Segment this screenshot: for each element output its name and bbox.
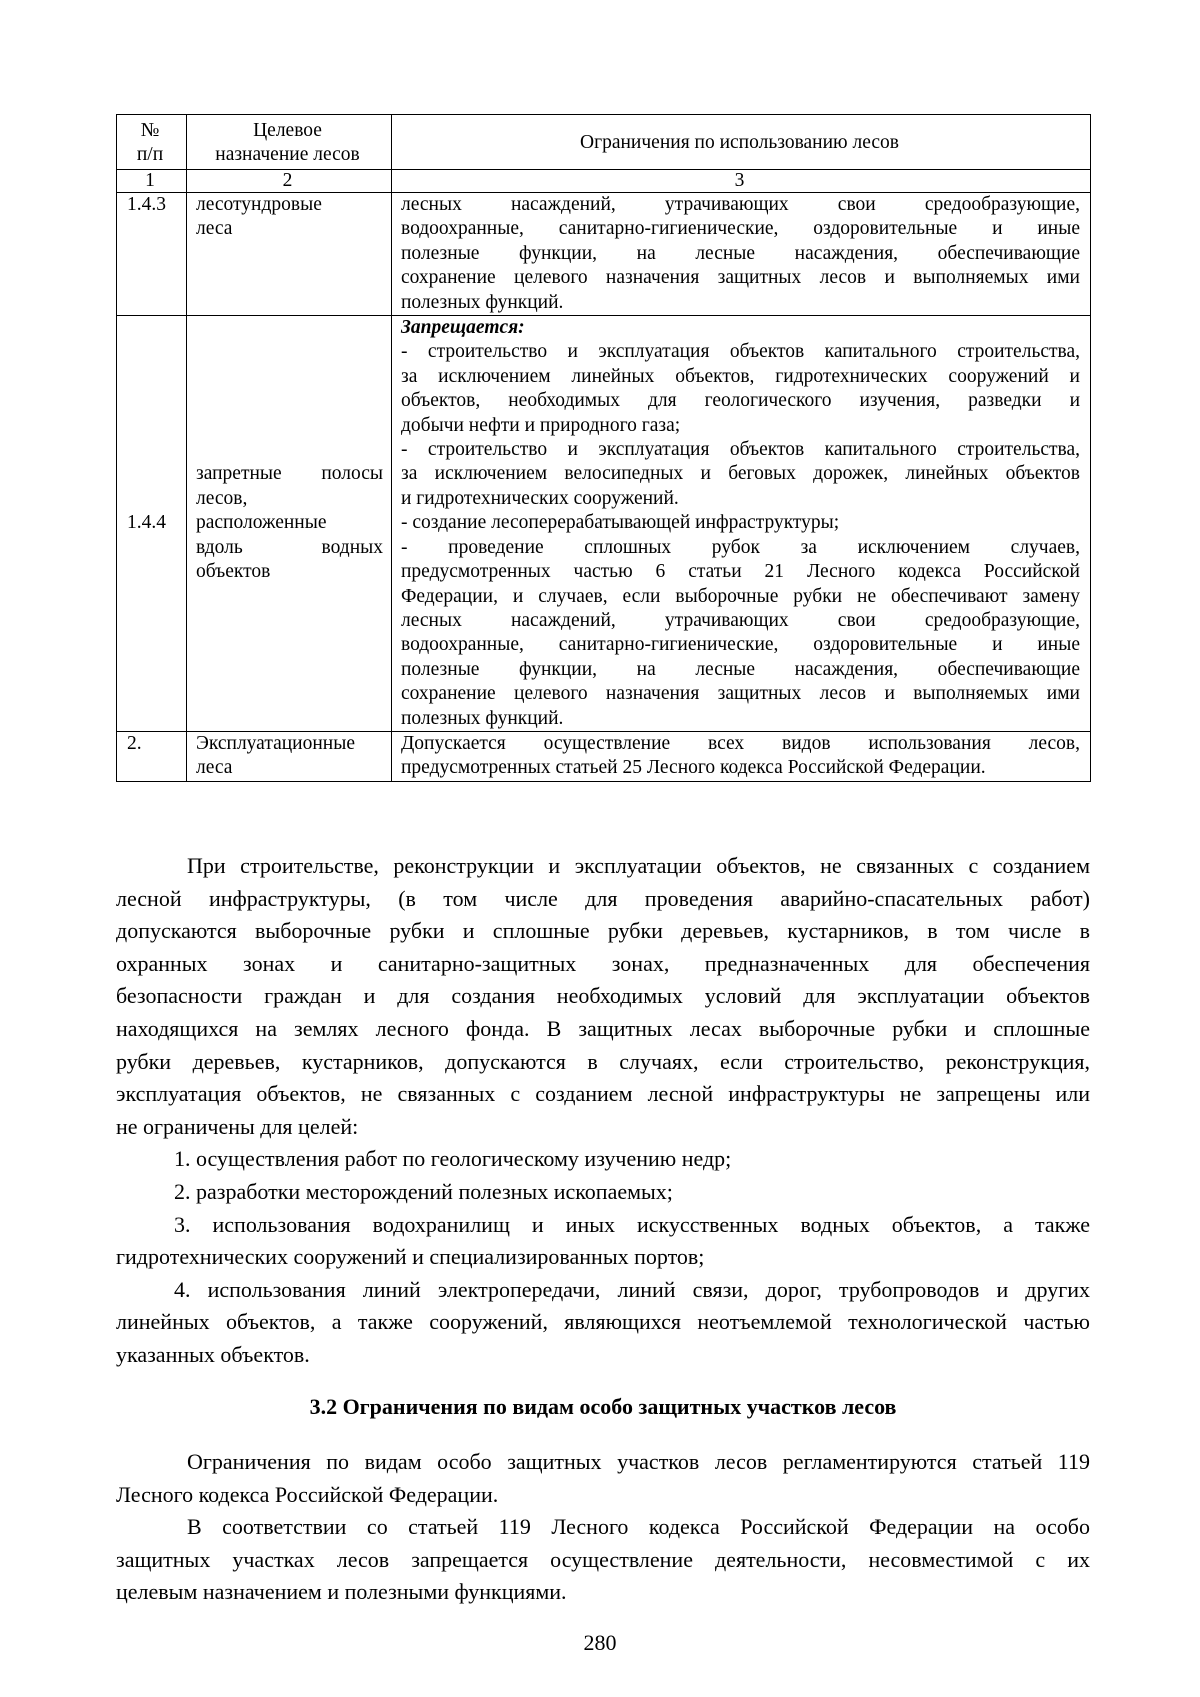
row-restrictions — [392, 731, 1091, 781]
restriction-line: полезных функций. — [401, 707, 564, 729]
list-item-continuation: указанных объектов. — [116, 1341, 310, 1367]
table-row — [117, 731, 1091, 781]
text-line: При строительстве, реконструкции и эксплуатации объектов, не связанных с созданием — [187, 853, 1090, 878]
text-line: защитных участках лесов запрещается осуществление деятельности, несовместимой с их — [116, 1546, 1090, 1572]
restriction-line: за исключением линейных объектов, гидротехнических сооружений и — [401, 365, 1080, 387]
restriction-line: предусмотренных частью 6 статьи 21 Лесного кодекса Российской — [401, 561, 1080, 583]
row-number: 2. — [117, 731, 187, 781]
restriction-line: и гидротехнических сооружений. — [401, 487, 679, 509]
restriction-line: добычи нефти и природного газа; — [401, 414, 681, 436]
list-item: 4. использования линий электропередачи, линий связи, дорог, трубопроводов и других — [174, 1276, 1090, 1302]
row-purpose — [187, 193, 392, 316]
text-line: лесной инфраструктуры, (в том числе для проведения аварийно-спасательных работ) — [116, 885, 1090, 911]
column-number: 2 — [187, 170, 392, 193]
restriction-line: водоохранные, санитарно-гигиенические, оздоровительные и иные — [401, 634, 1080, 656]
row-purpose — [187, 316, 392, 732]
column-number: 1 — [117, 170, 187, 193]
header-purpose — [187, 115, 392, 170]
purpose-line: Эксплуатационные — [196, 732, 355, 754]
text-line: целевым назначением и полезными функциями. — [116, 1579, 567, 1605]
paragraph — [116, 1511, 1090, 1609]
restriction-line: полезных функций. — [401, 291, 564, 313]
row-number: 1.4.3 — [117, 193, 187, 316]
text-line: находящихся на землях лесного фонда. В защитных лесах выборочные рубки и сплошные — [116, 1015, 1090, 1041]
restriction-line: предусмотренных статьей 25 Лесного кодекса Российской Федерации. — [401, 757, 986, 779]
purpose-line: лесотундровые — [196, 194, 322, 215]
list — [116, 1143, 1090, 1371]
column-number-row — [117, 170, 1091, 193]
restriction-line: лесных насаждений, утрачивающих свои средообразующие, — [401, 609, 1080, 631]
purpose-line: расположенные — [196, 512, 327, 534]
header-number-sign: № — [140, 119, 160, 141]
list-item-continuation: линейных объектов, а также сооружений, являющихся неотъемлемой технологической частью — [116, 1309, 1090, 1335]
restriction-line: - создание лесоперерабатывающей инфраструктуры; — [401, 512, 840, 534]
text-line: не ограничены для целей: — [116, 1113, 359, 1139]
text-line: рубки деревьев, кустарников, допускаются в случаях, если строительство, реконструкция, — [116, 1048, 1090, 1074]
header-purpose-line1: Целевое — [253, 119, 322, 141]
row-number: 1.4.4 — [117, 316, 187, 732]
table-header-row — [117, 115, 1091, 170]
text-line: допускаются выборочные рубки и сплошные рубки деревьев, кустарников, в том числе в — [116, 918, 1090, 944]
list-item: 2. разработки месторождений полезных ископаемых; — [174, 1178, 673, 1204]
text-line: Лесного кодекса Российской Федерации. — [116, 1481, 499, 1507]
row-restrictions — [392, 316, 1091, 732]
section-heading: 3.2 Ограничения по видам особо защитных участков лесов — [309, 1394, 897, 1419]
text-line: Ограничения по видам особо защитных участков лесов регламентируются статьей 119 — [187, 1449, 1090, 1474]
restriction-line: сохранение целевого назначения защитных лесов и выполняемых ими — [401, 267, 1080, 289]
paragraph — [116, 1446, 1090, 1511]
text-line: безопасности граждан и для создания необходимых условий для эксплуатации объектов — [116, 983, 1090, 1009]
restriction-line: сохранение целевого назначения защитных лесов и выполняемых ими — [401, 683, 1080, 705]
paragraph — [116, 850, 1090, 1143]
restriction-line: полезные функции, на лесные насаждения, обеспечивающие — [401, 658, 1080, 680]
table-row — [117, 193, 1091, 316]
row-purpose — [187, 731, 392, 781]
list-item-continuation: гидротехнических сооружений и специализированных портов; — [116, 1244, 705, 1270]
table-row — [117, 316, 1091, 732]
restriction-line: лесных насаждений, утрачивающих свои средообразующие, — [401, 194, 1080, 215]
purpose-line: леса — [196, 218, 233, 240]
body-section — [116, 1446, 1090, 1609]
list-item: 3. использования водохранилищ и иных искусственных водных объектов, а также — [174, 1211, 1090, 1237]
header-restrictions: Ограничения по использованию лесов — [392, 115, 1091, 170]
row-restrictions — [392, 193, 1091, 316]
text-line: эксплуатация объектов, не связанных с созданием лесной инфраструктуры не запрещены или — [116, 1081, 1090, 1107]
purpose-line: вдоль водных — [196, 536, 383, 558]
page-number: 280 — [583, 1630, 617, 1655]
restriction-line: - строительство и эксплуатация объектов капитального строительства, — [401, 341, 1080, 363]
text-line: В соответствии со статьей 119 Лесного кодекса Российской Федерации на особо — [187, 1514, 1090, 1540]
restriction-line: Федерации, и случаев, если выборочные рубки не обеспечивают замену — [401, 585, 1080, 607]
column-number: 3 — [392, 170, 1091, 193]
text-line: охранных зонах и санитарно-защитных зонах, предназначенных для обеспечения — [116, 950, 1090, 976]
purpose-line: лесов, — [196, 487, 248, 509]
restriction-line: - строительство и эксплуатация объектов капитального строительства, — [401, 439, 1080, 461]
purpose-line: объектов — [196, 561, 271, 583]
restriction-line: полезные функции, на лесные насаждения, обеспечивающие — [401, 242, 1080, 264]
purpose-line: запретные полосы — [196, 463, 383, 485]
restriction-line: Допускается осуществление всех видов использования лесов, — [401, 732, 1080, 754]
header-number — [117, 115, 187, 170]
header-number-abbr: п/п — [136, 144, 164, 165]
restriction-line: водоохранные, санитарно-гигиенические, оздоровительные и иные — [401, 218, 1080, 240]
restriction-line: за исключением велосипедных и беговых дорожек, линейных объектов — [401, 463, 1080, 485]
list-item: 1. осуществления работ по геологическому изучению недр; — [174, 1146, 732, 1172]
restriction-line: - проведение сплошных рубок за исключением случаев, — [401, 536, 1080, 558]
restriction-line: объектов, необходимых для геологического изучения, разведки и — [401, 390, 1080, 412]
body-section — [116, 850, 1090, 1372]
purpose-line: леса — [196, 757, 233, 779]
header-purpose-line2: назначение лесов — [215, 144, 360, 165]
prohibited-heading: Запрещается: — [401, 317, 525, 339]
restrictions-table — [116, 114, 1091, 782]
